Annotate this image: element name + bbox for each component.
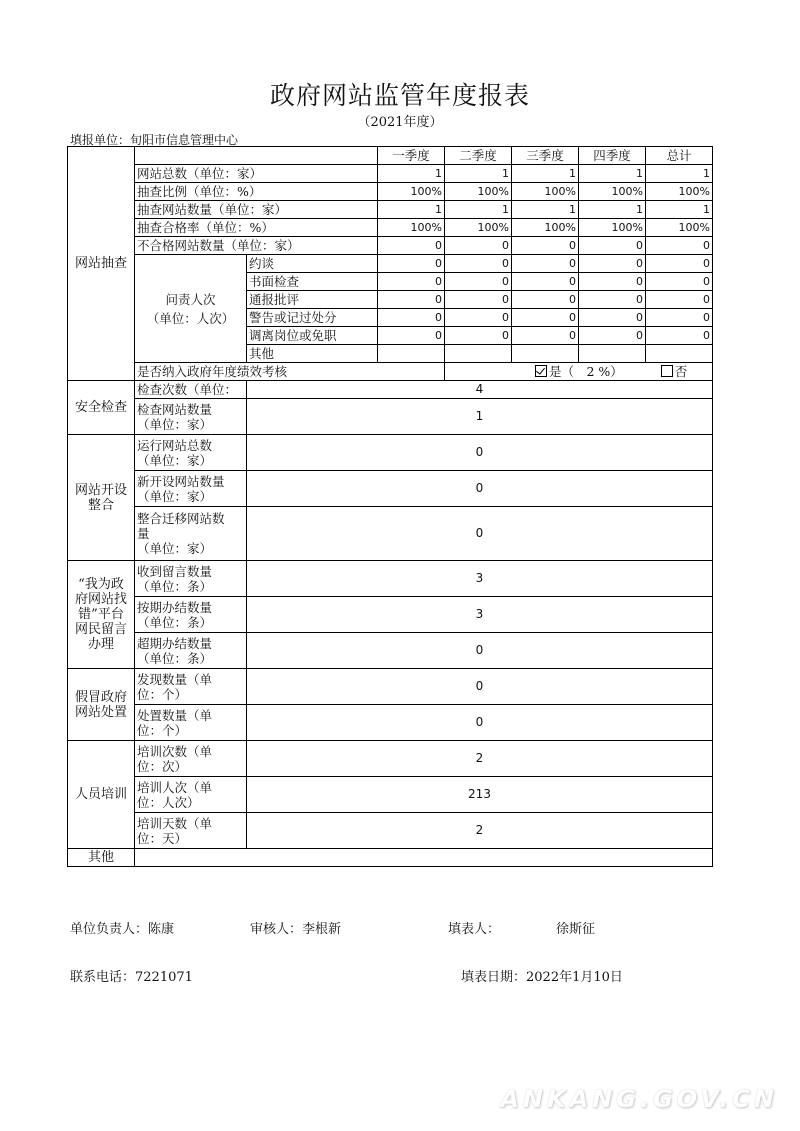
cell-value: 0 bbox=[646, 273, 713, 291]
cell-value: 0 bbox=[445, 273, 512, 291]
row-label-line: 位：人次） bbox=[137, 794, 200, 810]
quarter-header-row bbox=[68, 147, 713, 165]
other-value bbox=[135, 849, 713, 867]
cell-value: 0 bbox=[247, 633, 713, 669]
table-row bbox=[68, 741, 713, 777]
quarter-header: 四季度 bbox=[579, 147, 646, 165]
row-label-line: 位：次） bbox=[137, 758, 188, 774]
person-in-charge: 单位负责人：陈康 bbox=[70, 922, 175, 937]
section-other: 其他 bbox=[68, 849, 135, 867]
cell-value: 1 bbox=[247, 399, 713, 435]
row-label: 警告或记过处分 bbox=[247, 309, 378, 327]
cell-value: 0 bbox=[378, 255, 445, 273]
row-label bbox=[135, 741, 247, 777]
row-label bbox=[135, 471, 247, 507]
no-label: 否 bbox=[674, 364, 688, 379]
quarter-header: 三季度 bbox=[512, 147, 579, 165]
row-label bbox=[135, 435, 247, 471]
cell-value: 0 bbox=[445, 237, 512, 255]
row-label: 抽查网站数量（单位：家） bbox=[135, 201, 378, 219]
section-training: 人员培训 bbox=[68, 741, 135, 849]
table-row bbox=[68, 507, 713, 561]
row-label bbox=[135, 399, 247, 435]
cell-value: 2 bbox=[247, 813, 713, 849]
cell-value: 0 bbox=[579, 273, 646, 291]
header-blank bbox=[135, 147, 378, 165]
section-line: 整合 bbox=[87, 497, 114, 513]
cell-value: 0 bbox=[445, 255, 512, 273]
filler-name: 徐斯征 bbox=[556, 922, 596, 937]
row-label-line: （单位：家） bbox=[137, 416, 213, 432]
row-label bbox=[135, 669, 247, 705]
cell-value: 0 bbox=[445, 309, 512, 327]
table-row bbox=[68, 183, 713, 201]
cell-value: 2 bbox=[247, 741, 713, 777]
row-label-line: 位：个） bbox=[137, 686, 188, 702]
accountability-label-line: （单位：人次） bbox=[146, 310, 235, 326]
row-label-line: 收到留言数量 bbox=[137, 563, 213, 579]
cell-value: 0 bbox=[378, 327, 445, 345]
accountability-label-line: 问责人次 bbox=[165, 291, 216, 307]
section-integration bbox=[68, 435, 135, 561]
row-label-line: 位：天） bbox=[137, 830, 188, 846]
row-label-line: （单位：条） bbox=[137, 614, 213, 630]
cell-value: 0 bbox=[512, 273, 579, 291]
table-row bbox=[68, 165, 713, 183]
yes-label: 是（ 2 %） bbox=[549, 364, 623, 379]
cell-value: 0 bbox=[378, 273, 445, 291]
cell-value: 100% bbox=[378, 219, 445, 237]
row-label-line: （单位：家） bbox=[137, 541, 213, 556]
cell-value bbox=[512, 345, 579, 363]
contact-phone: 联系电话：7221071 bbox=[70, 970, 193, 985]
cell-value: 0 bbox=[378, 291, 445, 309]
cell-value: 0 bbox=[512, 327, 579, 345]
row-label-line: 运行网站总数 bbox=[137, 437, 213, 453]
row-label: 通报批评 bbox=[247, 291, 378, 309]
cell-value: 1 bbox=[445, 201, 512, 219]
section-line: “我为政 bbox=[78, 577, 124, 592]
row-label: 调离岗位或免职 bbox=[247, 327, 378, 345]
cell-value: 0 bbox=[247, 471, 713, 507]
row-label-line: 处置数量（单 bbox=[137, 707, 213, 723]
cell-value: 0 bbox=[512, 237, 579, 255]
cell-value: 1 bbox=[646, 201, 713, 219]
row-label bbox=[135, 705, 247, 741]
row-label-line: 培训天数（单 bbox=[137, 815, 213, 831]
cell-value: 0 bbox=[579, 291, 646, 309]
cell-value: 0 bbox=[646, 291, 713, 309]
table-row bbox=[68, 381, 713, 399]
watermark: ANKANG.GOV.CN bbox=[500, 1085, 778, 1113]
section-error-platform bbox=[68, 561, 135, 669]
row-label-line: 检查网站数量 bbox=[137, 401, 213, 417]
cell-value: 0 bbox=[445, 291, 512, 309]
row-label-line: 培训次数（单 bbox=[137, 743, 213, 759]
cell-value: 3 bbox=[247, 597, 713, 633]
row-label-line: 量 bbox=[137, 526, 150, 541]
performance-options bbox=[445, 363, 713, 381]
cell-value: 0 bbox=[378, 237, 445, 255]
table-row bbox=[68, 597, 713, 633]
cell-value: 0 bbox=[512, 255, 579, 273]
cell-value: 0 bbox=[579, 309, 646, 327]
row-label: 不合格网站数量（单位：家） bbox=[135, 237, 378, 255]
row-label-line: 新开设网站数量 bbox=[137, 473, 225, 489]
quarter-header: 二季度 bbox=[445, 147, 512, 165]
row-label bbox=[135, 633, 247, 669]
table-row bbox=[68, 471, 713, 507]
cell-value: 100% bbox=[445, 183, 512, 201]
row-label-line: 发现数量（单 bbox=[137, 671, 213, 687]
cell-value: 1 bbox=[378, 201, 445, 219]
cell-value bbox=[445, 345, 512, 363]
table-row bbox=[68, 633, 713, 669]
row-label-line: （单位：条） bbox=[137, 578, 213, 594]
cell-value: 0 bbox=[247, 507, 713, 561]
cell-value: 3 bbox=[247, 561, 713, 597]
row-label-line: 整合迁移网站数 bbox=[137, 511, 225, 526]
section-line: 办理 bbox=[87, 637, 114, 652]
table-row bbox=[68, 255, 713, 273]
section-line: 假冒政府 bbox=[74, 689, 127, 705]
cell-value: 0 bbox=[247, 435, 713, 471]
table-row bbox=[68, 219, 713, 237]
table-row bbox=[68, 561, 713, 597]
row-label: 抽查合格率（单位：%） bbox=[135, 219, 378, 237]
row-label: 网站总数（单位：家） bbox=[135, 165, 378, 183]
row-label-line: 培训人次（单 bbox=[137, 779, 213, 795]
row-label: 约谈 bbox=[247, 255, 378, 273]
table-row bbox=[68, 201, 713, 219]
cell-value: 0 bbox=[646, 237, 713, 255]
table-row bbox=[68, 849, 713, 867]
row-label-line: （单位：家） bbox=[137, 488, 213, 504]
cell-value: 100% bbox=[445, 219, 512, 237]
cell-value: 1 bbox=[579, 201, 646, 219]
cell-value bbox=[579, 345, 646, 363]
report-title: 政府网站监管年度报表 bbox=[269, 81, 530, 110]
quarter-header: 一季度 bbox=[378, 147, 445, 165]
cell-value: 100% bbox=[579, 183, 646, 201]
table-row bbox=[68, 237, 713, 255]
cell-value: 0 bbox=[579, 255, 646, 273]
section-security: 安全检查 bbox=[68, 381, 135, 435]
row-label bbox=[135, 777, 247, 813]
cell-value: 0 bbox=[247, 669, 713, 705]
row-label bbox=[135, 507, 247, 561]
report-year: （2021年度） bbox=[357, 115, 443, 130]
section-line: 网站开设 bbox=[74, 482, 127, 498]
row-label-line: （单位：条） bbox=[137, 650, 213, 666]
cell-value: 100% bbox=[646, 183, 713, 201]
section-line: 网站处置 bbox=[74, 704, 127, 720]
table-row bbox=[68, 705, 713, 741]
table-row bbox=[68, 813, 713, 849]
cell-value: 0 bbox=[512, 291, 579, 309]
table-row bbox=[68, 777, 713, 813]
cell-value: 0 bbox=[579, 327, 646, 345]
row-label-line: 按期办结数量 bbox=[137, 599, 213, 615]
yes-checkbox[interactable] bbox=[535, 365, 547, 377]
cell-value: 100% bbox=[646, 219, 713, 237]
cell-value: 1 bbox=[378, 165, 445, 183]
section-spot-check: 网站抽查 bbox=[68, 147, 135, 381]
row-label: 其他 bbox=[247, 345, 378, 363]
row-label bbox=[135, 561, 247, 597]
table-row bbox=[68, 435, 713, 471]
row-label-line: 超期办结数量 bbox=[137, 635, 213, 651]
cell-value: 100% bbox=[579, 219, 646, 237]
row-label: 是否纳入政府年度绩效考核 bbox=[135, 363, 445, 381]
cell-value: 0 bbox=[247, 705, 713, 741]
row-label-line: 位：个） bbox=[137, 722, 188, 738]
cell-value: 1 bbox=[579, 165, 646, 183]
cell-value: 4 bbox=[247, 381, 713, 399]
cell-value bbox=[646, 345, 713, 363]
row-label bbox=[135, 813, 247, 849]
cell-value: 1 bbox=[512, 165, 579, 183]
reporting-unit: 填报单位：旬阳市信息管理中心 bbox=[70, 133, 239, 147]
cell-value: 0 bbox=[646, 327, 713, 345]
report-table bbox=[67, 146, 713, 867]
row-label bbox=[135, 597, 247, 633]
fill-date: 填表日期：2022年1月10日 bbox=[461, 970, 623, 985]
section-line: 府网站找 bbox=[74, 592, 127, 607]
section-line: 网民留言 bbox=[74, 622, 127, 637]
reviewer: 审核人：李根新 bbox=[250, 922, 342, 937]
cell-value: 0 bbox=[579, 237, 646, 255]
cell-value: 1 bbox=[512, 201, 579, 219]
total-header: 总计 bbox=[646, 147, 713, 165]
cell-value: 1 bbox=[646, 165, 713, 183]
cell-value: 1 bbox=[445, 165, 512, 183]
cell-value: 0 bbox=[445, 327, 512, 345]
cell-value: 100% bbox=[512, 183, 579, 201]
cell-value: 0 bbox=[646, 255, 713, 273]
cell-value: 0 bbox=[646, 309, 713, 327]
no-checkbox[interactable] bbox=[661, 365, 673, 377]
filler-label: 填表人： bbox=[448, 922, 501, 937]
section-line: 错”平台 bbox=[78, 607, 124, 622]
cell-value: 0 bbox=[378, 309, 445, 327]
table-row bbox=[68, 399, 713, 435]
cell-value: 213 bbox=[247, 777, 713, 813]
accountability-label bbox=[135, 255, 247, 363]
cell-value bbox=[378, 345, 445, 363]
row-label: 书面检查 bbox=[247, 273, 378, 291]
section-counterfeit bbox=[68, 669, 135, 741]
row-label: 抽查比例（单位：%） bbox=[135, 183, 378, 201]
performance-row bbox=[68, 363, 713, 381]
table-row bbox=[68, 669, 713, 705]
cell-value: 100% bbox=[512, 219, 579, 237]
row-label-line: （单位：家） bbox=[137, 452, 213, 468]
cell-value: 0 bbox=[512, 309, 579, 327]
cell-value: 100% bbox=[378, 183, 445, 201]
row-label: 检查次数（单位： bbox=[135, 381, 247, 399]
